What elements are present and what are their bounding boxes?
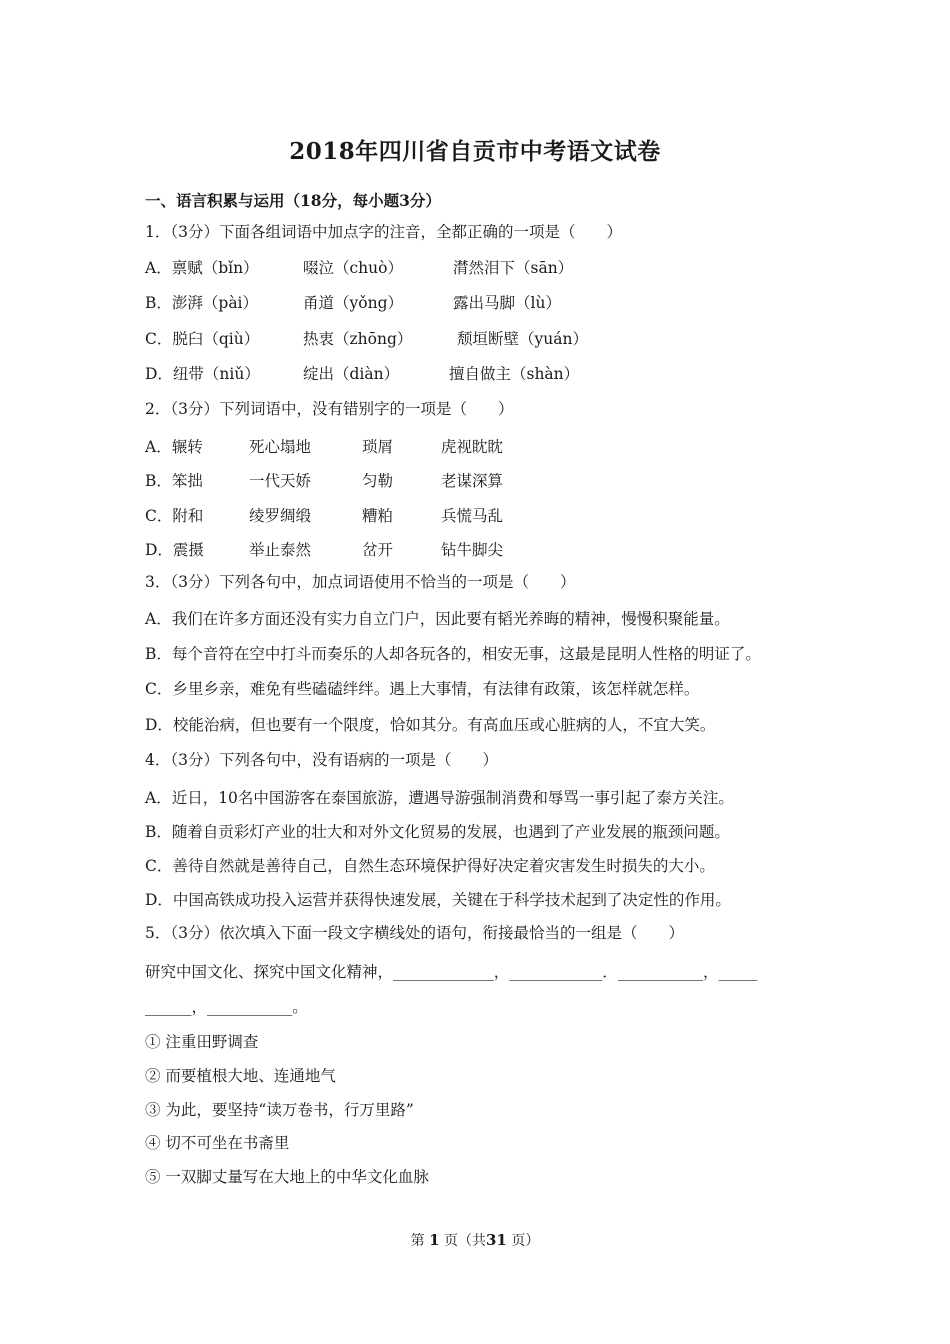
option-text: B．笨拙 <box>145 472 203 490</box>
page-number: 1 <box>429 1231 440 1249</box>
option-text: 钻牛脚尖 <box>441 541 504 559</box>
page-footer <box>0 1230 950 1250</box>
question-2-option-d <box>145 540 845 560</box>
question-2-option-c <box>145 506 845 526</box>
option-text: 甬道（yǒng） <box>303 294 403 312</box>
option-text: 老谋深算 <box>441 472 504 490</box>
footer-suffix: 页） <box>511 1233 540 1249</box>
option-text: 虎视眈眈 <box>441 438 504 456</box>
option-text: 潸然泪下（sān） <box>453 259 574 277</box>
option-text: 兵慌马乱 <box>441 507 504 525</box>
option-text: 匀勒 <box>362 472 394 490</box>
question-3-option-d: D．校能治病，但也要有一个限度，恰如其分。有高血压或心脏病的人，不宜大笑。 <box>145 716 716 734</box>
option-text: 琐屑 <box>362 438 394 456</box>
question-1-stem: 1．（3分）下面各组词语中加点字的注音，全都正确的一项是（ ） <box>145 223 622 241</box>
question-3-stem: 3．（3分）下列各句中，加点词语使用不恰当的一项是（ ） <box>145 573 576 591</box>
question-1-option-c <box>145 329 845 349</box>
option-text: A．禀赋（bǐn） <box>145 259 259 277</box>
option-text: 热衷（zhōng） <box>303 330 413 348</box>
section-heading: 一、语言积累与运用（18分，每小题3分） <box>145 191 441 210</box>
option-text: 露出马脚（lù） <box>453 294 561 312</box>
option-text: 糟粕 <box>362 507 394 525</box>
question-4-option-c: C．善待自然就是善待自己，自然生态环境保护得好决定着灾害发生时损失的大小。 <box>145 857 715 875</box>
question-5-item-4: ④ 切不可坐在书斋里 <box>145 1134 290 1152</box>
option-text: D．纽带（niǔ） <box>145 365 260 383</box>
option-text: D．震摄 <box>145 541 204 559</box>
footer-middle: 页（共 <box>444 1233 486 1249</box>
question-5-stem: 5．（3分）依次填入下面一段文字横线处的语句，衔接最恰当的一组是（ ） <box>145 924 684 942</box>
option-text: 绽出（diàn） <box>303 365 400 383</box>
question-4-option-b: B．随着自贡彩灯产业的壮大和对外文化贸易的发展，也遇到了产业发展的瓶颈问题。 <box>145 823 730 841</box>
option-text: 死心塌地 <box>249 438 312 456</box>
option-text: 举止泰然 <box>249 541 312 559</box>
question-2-stem: 2．（3分）下列词语中，没有错别字的一项是（ ） <box>145 400 514 418</box>
question-3-option-b: B．每个音符在空中打斗而奏乐的人却各玩各的，相安无事，这最是昆明人性格的明证了。 <box>145 645 761 663</box>
option-text: 一代天娇 <box>249 472 312 490</box>
option-text: B．澎湃（pài） <box>145 294 259 312</box>
question-4-option-d: D．中国高铁成功投入运营并获得快速发展，关键在于科学技术起到了决定性的作用。 <box>145 891 731 909</box>
footer-prefix: 第 <box>410 1233 425 1249</box>
question-1-option-a <box>145 258 845 278</box>
question-4-stem: 4．（3分）下列各句中，没有语病的一项是（ ） <box>145 751 498 769</box>
question-4-option-a: A．近日，10名中国游客在泰国旅游，遭遇导游强制消费和辱骂一事引起了泰方关注。 <box>145 789 734 807</box>
question-5-item-5: ⑤ 一双脚丈量写在大地上的中华文化血脉 <box>145 1168 429 1186</box>
question-5-item-2: ② 而要植根大地、连通地气 <box>145 1067 336 1085</box>
option-text: 颓垣断壁（yuán） <box>457 330 588 348</box>
option-text: 岔开 <box>362 541 394 559</box>
option-text: C．附和 <box>145 507 204 525</box>
question-1-option-b <box>145 293 845 313</box>
total-pages: 31 <box>486 1231 507 1249</box>
question-5-passage-line-2: ______，___________。 <box>145 998 308 1016</box>
option-text: A．辗转 <box>145 438 203 456</box>
option-text: 啜泣（chuò） <box>303 259 403 277</box>
option-text: C．脱臼（qiù） <box>145 330 260 348</box>
question-2-option-a <box>145 437 845 457</box>
option-text: 擅自做主（shàn） <box>449 365 580 383</box>
question-3-option-c: C．乡里乡亲，难免有些磕磕绊绊。遇上大事情，有法律有政策，该怎样就怎样。 <box>145 680 700 698</box>
question-3-option-a: A．我们在许多方面还没有实力自立门户，因此要有韬光养晦的精神，慢慢积聚能量。 <box>145 610 730 628</box>
question-5-item-3: ③ 为此，要坚持“读万卷书，行万里路” <box>145 1101 414 1119</box>
page-title: 2018年四川省自贡市中考语文试卷 <box>289 138 661 165</box>
question-5-passage-line-1: 研究中国文化、探究中国文化精神，_____________，____________．___________，_____ <box>145 963 758 981</box>
option-text: 绫罗绸缎 <box>249 507 312 525</box>
question-1-option-d <box>145 364 845 384</box>
question-5-item-1: ① 注重田野调查 <box>145 1033 259 1051</box>
question-2-option-b <box>145 471 845 491</box>
